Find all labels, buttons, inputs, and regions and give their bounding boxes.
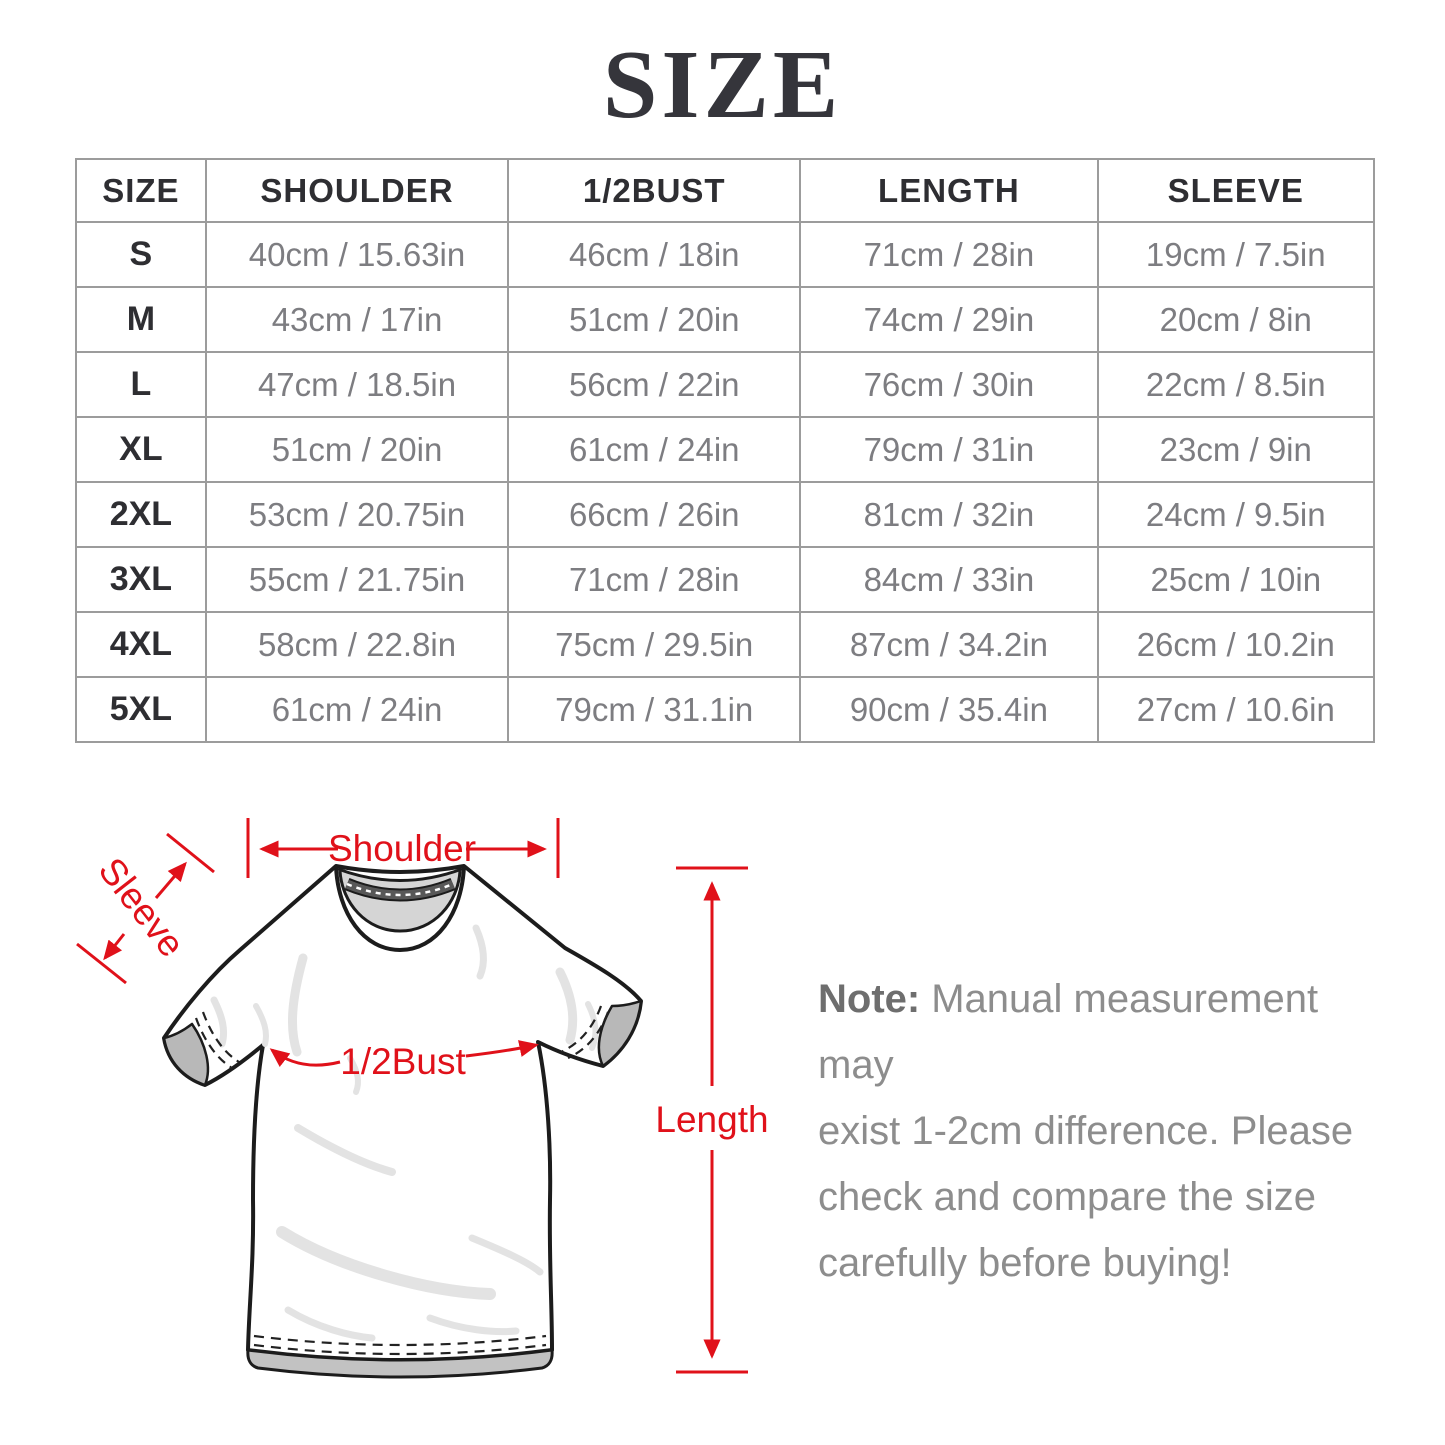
sleeve-cell: 26cm / 10.2in [1098, 612, 1375, 677]
bust-cell: 75cm / 29.5in [508, 612, 800, 677]
measurement-note [818, 966, 1403, 1296]
bust-cell: 71cm / 28in [508, 547, 800, 612]
tshirt-drawing [164, 866, 641, 1377]
table-row [76, 352, 1374, 417]
shoulder-cell: 58cm / 22.8in [206, 612, 508, 677]
page-title: SIZE [602, 31, 843, 139]
size-cell: S [76, 222, 206, 287]
note-line-3: check and compare the size [818, 1175, 1317, 1219]
sleeve-cell: 20cm / 8in [1098, 287, 1375, 352]
length-cell: 76cm / 30in [800, 352, 1097, 417]
length-cell: 84cm / 33in [800, 547, 1097, 612]
length-cell: 90cm / 35.4in [800, 677, 1097, 742]
shoulder-label: Shoulder [327, 828, 477, 869]
col-header-size: SIZE [76, 159, 206, 222]
shoulder-cell: 43cm / 17in [206, 287, 508, 352]
length-label: Length [655, 1099, 769, 1140]
table-row [76, 547, 1374, 612]
bust-cell: 66cm / 26in [508, 482, 800, 547]
shoulder-cell: 40cm / 15.63in [206, 222, 508, 287]
shoulder-cell: 51cm / 20in [206, 417, 508, 482]
bust-cell: 56cm / 22in [508, 352, 800, 417]
size-cell: XL [76, 417, 206, 482]
table-row [76, 612, 1374, 677]
note-line-2: exist 1-2cm difference. Please [818, 1109, 1354, 1153]
bust-cell: 46cm / 18in [508, 222, 800, 287]
size-cell: M [76, 287, 206, 352]
col-header-length: LENGTH [800, 159, 1097, 222]
size-cell: 3XL [76, 547, 206, 612]
table-row [76, 222, 1374, 287]
bust-cell: 79cm / 31.1in [508, 677, 800, 742]
length-cell: 74cm / 29in [800, 287, 1097, 352]
note-label: Note: [818, 977, 921, 1021]
sleeve-cell: 24cm / 9.5in [1098, 482, 1375, 547]
note-line-1: Manual measurement may [818, 977, 1319, 1087]
sleeve-cell: 25cm / 10in [1098, 547, 1375, 612]
size-cell: L [76, 352, 206, 417]
length-cell: 87cm / 34.2in [800, 612, 1097, 677]
sleeve-cell: 19cm / 7.5in [1098, 222, 1375, 287]
col-header-bust: 1/2BUST [508, 159, 800, 222]
length-cell: 81cm / 32in [800, 482, 1097, 547]
table-row [76, 287, 1374, 352]
size-cell: 5XL [76, 677, 206, 742]
length-cell: 79cm / 31in [800, 417, 1097, 482]
sleeve-label: Sleeve [90, 850, 193, 965]
size-cell: 4XL [76, 612, 206, 677]
table-row [76, 482, 1374, 547]
sleeve-cell: 23cm / 9in [1098, 417, 1375, 482]
table-row [76, 677, 1374, 742]
shoulder-cell: 47cm / 18.5in [206, 352, 508, 417]
col-header-sleeve: SLEEVE [1098, 159, 1375, 222]
size-cell: 2XL [76, 482, 206, 547]
tshirt-measurement-diagram [55, 800, 825, 1420]
sleeve-cell: 22cm / 8.5in [1098, 352, 1375, 417]
length-cell: 71cm / 28in [800, 222, 1097, 287]
size-table [75, 158, 1375, 743]
shoulder-cell: 55cm / 21.75in [206, 547, 508, 612]
sleeve-cell: 27cm / 10.6in [1098, 677, 1375, 742]
shoulder-cell: 61cm / 24in [206, 677, 508, 742]
shoulder-cell: 53cm / 20.75in [206, 482, 508, 547]
bust-label: 1/2Bust [340, 1041, 466, 1082]
table-header-row [76, 159, 1374, 222]
col-header-shoulder: SHOULDER [206, 159, 508, 222]
bust-cell: 61cm / 24in [508, 417, 800, 482]
table-row [76, 417, 1374, 482]
bust-cell: 51cm / 20in [508, 287, 800, 352]
note-line-4: carefully before buying! [818, 1241, 1232, 1285]
